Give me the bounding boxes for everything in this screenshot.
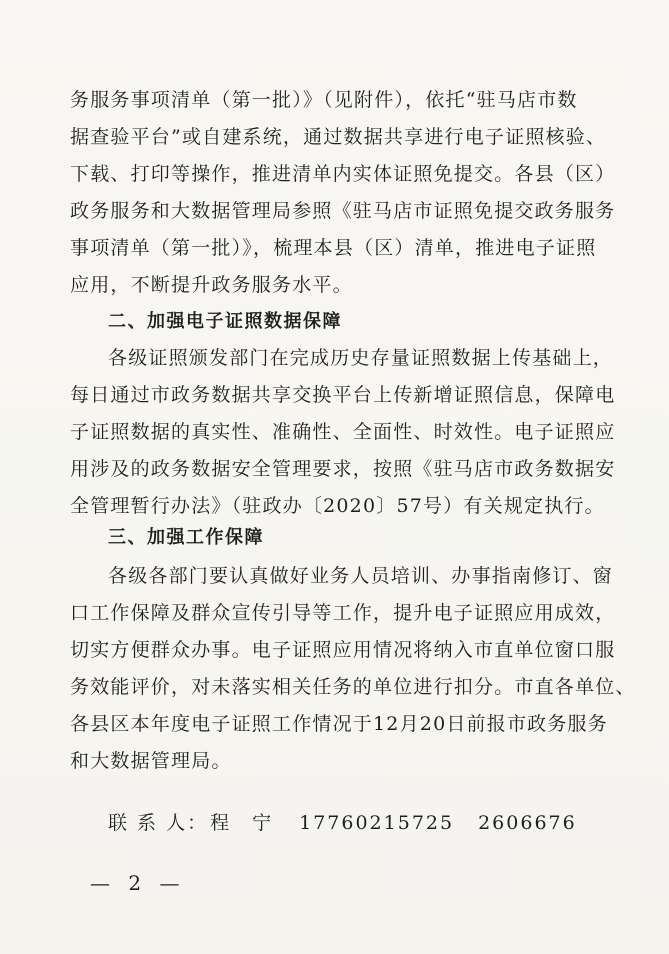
text-line: 子证照数据的真实性、准确性、全面性、时效性。电子证照应 (70, 421, 616, 443)
text-line: 各级证照颁发部门在完成历史存量证照数据上传基础上， (108, 347, 614, 369)
text-line: 口工作保障及群众宣传引导等工作，提升电子证照应用成效， (70, 602, 616, 624)
text-line: 用涉及的政务数据安全管理要求，按照《驻马店市政务数据安 (70, 458, 616, 480)
text-line: 切实方便群众办事。电子证照应用情况将纳入市直单位窗口服 (70, 639, 616, 661)
text-line: 全管理暂行办法》（驻政办〔2020〕57号）有关规定执行。 (70, 495, 605, 517)
text-line: 下载、打印等操作，推进清单内实体证照免提交。各县（区） (70, 163, 616, 185)
text-line: 事项清单（第一批）》，梳理本县（区）清单，推进电子证照 (70, 237, 597, 259)
heading-text: 三、加强工作保障 (108, 527, 264, 548)
heading-text: 二、加强电子证照数据保障 (108, 311, 342, 332)
text-line: 各县区本年度电子证照工作情况于12月20日前报市政务服务 (70, 713, 608, 735)
contact-line (108, 808, 577, 835)
text-line: 每日通过市政务数据共享交换平台上传新增证照信息，保障电 (70, 384, 616, 406)
page-number: — 2 — (90, 871, 186, 895)
text-line: 应用，不断提升政务服务水平。 (70, 274, 353, 296)
text-line: 和大数据管理局。 (70, 750, 232, 772)
contact-phone-2: 2606676 (478, 812, 577, 834)
contact-label: 联 系 人： (108, 812, 209, 834)
text-line: 务服务事项清单（第一批）》（见附件），依托“驻马店市数 (70, 89, 578, 111)
text-line: 务效能评价，对未落实相关任务的单位进行扣分。市直各单位、 (70, 676, 636, 698)
text-line: 各级各部门要认真做好业务人员培训、办事指南修订、窗 (108, 565, 614, 587)
text-line: 据查验平台”或自建系统，通过数据共享进行电子证照核验、 (70, 126, 607, 148)
contact-name: 程 宁 (210, 812, 274, 834)
text-line: 政务服务和大数据管理局参照《驻马店市证照免提交政务服务 (70, 200, 616, 222)
contact-phone-1: 17760215725 (299, 812, 455, 834)
